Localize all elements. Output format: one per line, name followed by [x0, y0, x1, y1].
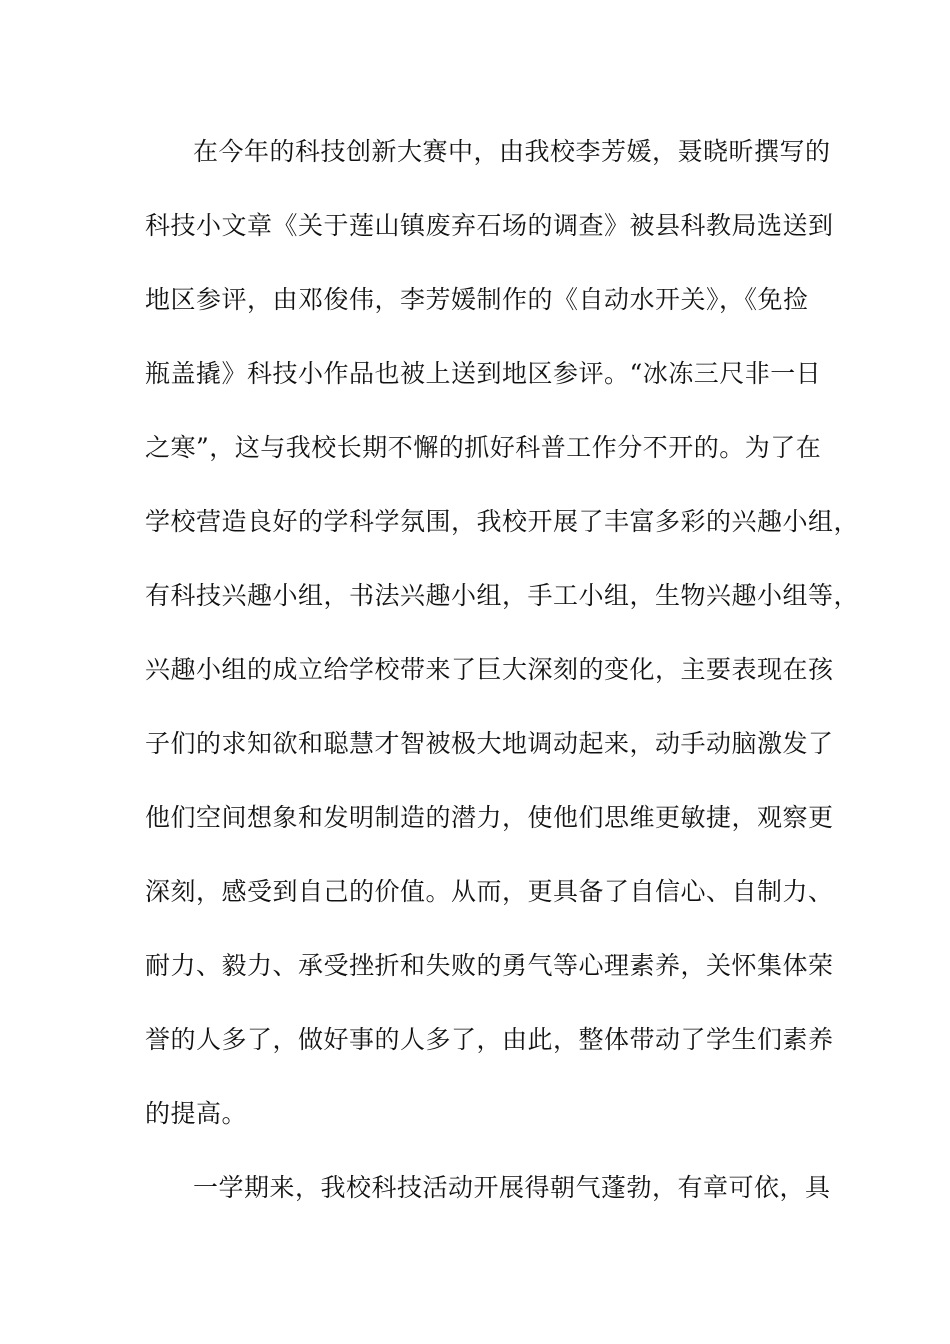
text-line: 地区参评，由邓俊伟，李芳媛制作的《自动水开关》，《免捡 [145, 285, 809, 314]
text-line: 科技小文章《关于莲山镇废弃石场的调查》被县科教局选送到 [145, 211, 834, 240]
text-line: 有科技兴趣小组，书法兴趣小组，手工小组，生物兴趣小组等， [145, 581, 860, 610]
text-line: 在今年的科技创新大赛中，由我校李芳媛，聂晓昕撰写的 [193, 137, 831, 166]
text-line: 誉的人多了，做好事的人多了，由此，整体带动了学生们素养 [145, 1025, 834, 1054]
text-line: 瓶盖撬》科技小作品也被上送到地区参评。“冰冻三尺非一日 [145, 359, 822, 388]
text-line: 耐力、毅力、承受挫折和失败的勇气等心理素养，关怀集体荣 [145, 951, 834, 980]
text-line: 兴趣小组的成立给学校带来了巨大深刻的变化，主要表现在孩 [145, 655, 834, 684]
document-body [145, 124, 860, 1234]
text-line: 的提高。 [145, 1099, 248, 1128]
paragraph-2 [145, 1160, 831, 1216]
text-line: 一学期来，我校科技活动开展得朝气蓬勃，有章可依，具 [193, 1173, 831, 1202]
text-line: 学校营造良好的学科学氛围，我校开展了丰富多彩的兴趣小组， [145, 507, 860, 536]
text-line: 深刻，感受到自己的价值。从而，更具备了自信心、自制力、 [145, 877, 834, 906]
text-line: 他们空间想象和发明制造的潜力，使他们思维更敏捷，观察更 [145, 803, 834, 832]
paragraph-1 [145, 124, 860, 1142]
text-line: 子们的求知欲和聪慧才智被极大地调动起来，动手动脑激发了 [145, 729, 834, 758]
text-line: 之寒”，这与我校长期不懈的抓好科普工作分不开的。为了在 [145, 433, 822, 462]
